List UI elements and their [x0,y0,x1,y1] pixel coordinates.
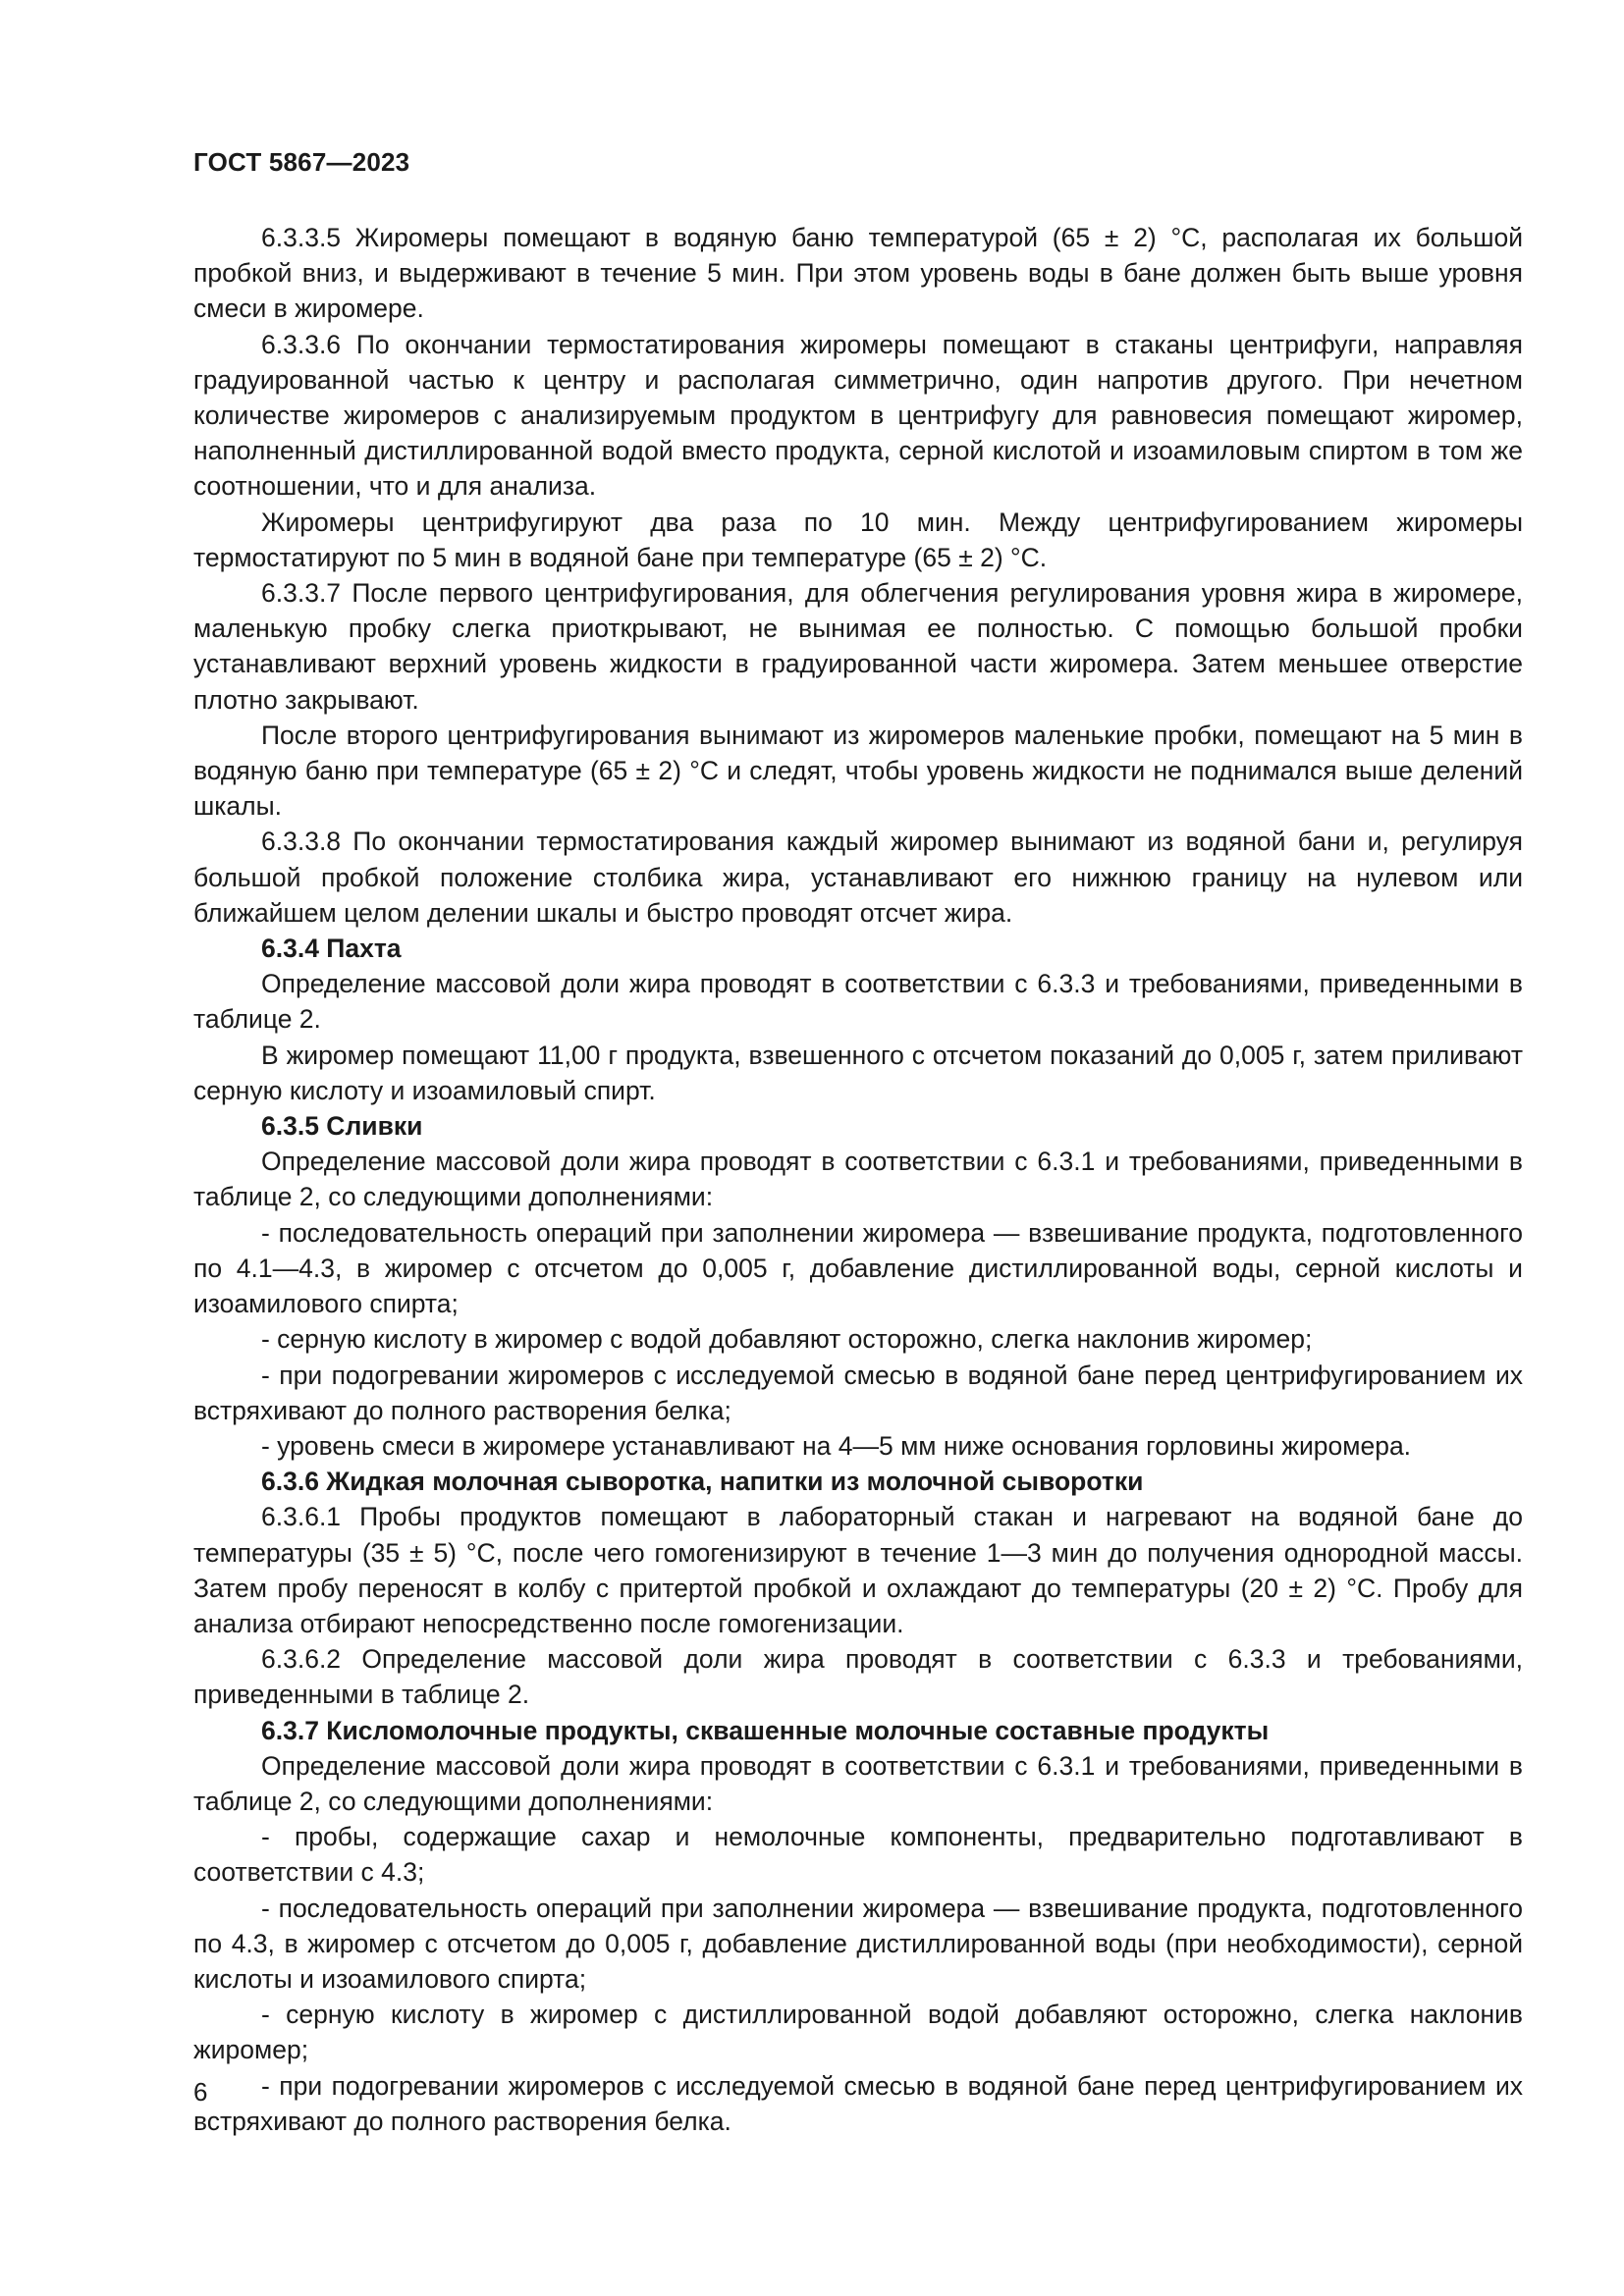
list-item: - уровень смеси в жиромере устанавливают на 4—5 мм ниже основания горловины жиромера. [261,1430,1412,1461]
paragraph: 6.3.3.6 По окончании термостатирования жиромеры помещают в стаканы центрифуги, направляя градуированной частью к центру и располагая симметрично, один напротив другого. При нечетном количестве жиромеров с анализируемым продуктом в центрифугу для равновесия помещают жиромер, наполненный дистиллированной водой вместо продукта, серной кислотой и изоамиловым спиртом в том же соотношении, что и для анализа. [193,329,1523,502]
paragraph: После второго центрифугирования вынимают из жиромеров маленькие пробки, помещают на 5 мин в водяную баню при температуре (65 ± 2) °С и следят, чтобы уровень жидкости не поднимался выше делений шкалы. [193,720,1523,822]
list-item: - серную кислоту в жиромер с водой добавляют осторожно, слегка наклонив жиромер; [261,1324,1313,1355]
page-number: 6 [193,2077,208,2107]
paragraph: 6.3.3.5 Жиромеры помещают в водяную баню температурой (65 ± 2) °С, располагая их большой пробкой вниз, и выдерживают в течение 5 мин. При этом уровень воды в бане должен быть выше уровня смеси в жиромере. [193,223,1523,324]
section-heading: 6.3.4 Пахта [261,934,402,964]
paragraph: 6.3.6.1 Пробы продуктов помещают в лабораторный стакан и нагревают на водяной бане до температуры (35 ± 5) °С, после чего гомогенизируют в течение 1—3 мин до получения однородной массы. Затем пробу переносят в колбу с притертой пробкой и охлаждают до температуры (20 ± 2) °С. Пробу для анализа отбирают непосредственно после гомогенизации. [193,1502,1523,1638]
paragraph: Определение массовой доли жира проводят в соответствии с 6.3.3 и требованиями, приведенными в таблице 2. [193,969,1523,1035]
list-item: - последовательность операций при заполнении жиромера — взвешивание продукта, подготовленного по 4.1—4.3, в жиромер с отсчетом до 0,005 г, добавление дистиллированной воды, серной кислоты и изоамилового спирта; [193,1217,1523,1319]
paragraph: 6.3.3.8 По окончании термостатирования каждый жиромер вынимают из водяной бани и, регулируя большой пробкой положение столбика жира, устанавливают его нижнюю границу на нулевом или ближайшем целом делении шкалы и быстро проводят отсчет жира. [193,827,1523,928]
document-body [193,220,1523,2139]
list-item: - последовательность операций при заполнении жиромера — взвешивание продукта, подготовленного по 4.3, в жиромер с отсчетом до 0,005 г, добавление дистиллированной воды (при необходимости), серной кислоты и изоамилового спирта; [193,1893,1523,1994]
list-item: - серную кислоту в жиромер с дистиллированной водой добавляют осторожно, слегка наклонив жиромер; [193,2000,1523,2065]
list-item: - при подогревании жиромеров с исследуемой смесью в водяной бане перед центрифугированием их встряхивают до полного растворения белка. [193,2070,1523,2136]
paragraph: В жиромер помещают 11,00 г продукта, взвешенного с отсчетом показаний до 0,005 г, затем приливают серную кислоту и изоамиловый спирт. [193,1040,1523,1105]
paragraph: Определение массовой доли жира проводят в соответствии с 6.3.1 и требованиями, приведенными в таблице 2, со следующими дополнениями: [193,1147,1523,1212]
section-heading: 6.3.7 Кисломолочные продукты, сквашенные молочные составные продукты [261,1715,1270,1745]
list-item: - пробы, содержащие сахар и немолочные компоненты, предварительно подготавливают в соответствии с 4.3; [193,1822,1523,1888]
paragraph: Жиромеры центрифугируют два раза по 10 мин. Между центрифугированием жиромеры термостатируют по 5 мин в водяной бане при температуре (65 ± 2) °С. [193,507,1523,572]
section-heading: 6.3.6 Жидкая молочная сыворотка, напитки из молочной сыворотки [261,1467,1144,1497]
paragraph: Определение массовой доли жира проводят в соответствии с 6.3.1 и требованиями, приведенными в таблице 2, со следующими дополнениями: [193,1750,1523,1816]
section-heading: 6.3.5 Сливки [261,1111,423,1142]
list-item: - при подогревании жиромеров с исследуемой смесью в водяной бане перед центрифугированием их встряхивают до полного растворения белка; [193,1360,1523,1425]
paragraph: 6.3.6.2 Определение массовой доли жира проводят в соответствии с 6.3.3 и требованиями, приведенными в таблице 2. [193,1644,1523,1710]
paragraph: 6.3.3.7 После первого центрифугирования, для облегчения регулирования уровня жира в жиромере, маленькую пробку слегка приоткрывают, не вынимая ее полностью. С помощью большой пробки устанавливают верхний уровень жидкости в градуированной части жиромера. Затем меньшее отверстие плотно закрывают. [193,578,1523,715]
document-header: ГОСТ 5867—2023 [193,147,410,177]
